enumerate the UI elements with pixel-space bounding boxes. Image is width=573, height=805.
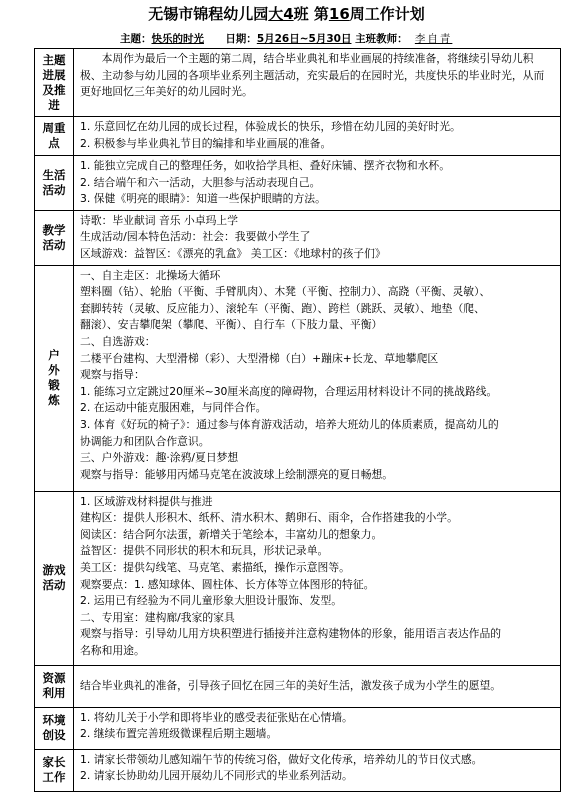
content-outdoor-exercise — [74, 265, 561, 491]
teaching-line: 诗歌：毕业献词 音乐 小卓玛上学 — [80, 213, 239, 227]
row-weekly-focus — [35, 117, 561, 156]
content-weekly-focus — [74, 117, 561, 156]
games-line: 美工区：提供勾线笔、马克笔、素描纸，操作示意图等。 — [80, 560, 350, 574]
label-theme-progress: 主题 进展 及推 进 — [35, 49, 74, 117]
label-game-activities: 游戏 活动 — [35, 491, 74, 665]
outdoor-line: 二、自选游戏： — [80, 334, 156, 348]
date-label: 日期： — [225, 33, 257, 45]
content-theme-progress — [74, 49, 561, 117]
row-theme-progress — [35, 49, 561, 117]
content-teaching-activities — [74, 210, 561, 265]
content-game-activities — [74, 491, 561, 665]
label-life-activities: 生活 活动 — [35, 156, 74, 211]
label-outdoor-exercise: 户 外 锻 炼 — [35, 265, 74, 491]
title-middle: 班 第 — [293, 5, 329, 23]
row-resource-use — [35, 665, 561, 707]
outdoor-line: 三、户外游戏：趣·涂鸦/夏日梦想 — [80, 451, 239, 465]
outdoor-line: 塑料圈（钻）、轮胎（平衡、手臂肌肉）、木凳（平衡、控制力）、高跷（平衡、灵敏）、 — [80, 285, 491, 299]
theme-label: 主题： — [120, 33, 152, 45]
outdoor-line: 套脚转转（灵敏、反应能力）、滚轮车（平衡、跑）、跨栏（跳跃、灵敏）、地垫（爬、 — [80, 301, 485, 315]
games-line: 益智区：提供不同形状的积木和玩具，形状记录单。 — [80, 544, 329, 558]
row-environment — [35, 707, 561, 749]
teacher-signature: 李自青 — [414, 33, 453, 45]
label-environment: 环境 创设 — [35, 707, 74, 749]
life-line: 1. 能独立完成自己的整理任务，如收拾学具柜、叠好床铺、摆齐衣物和水杯。 — [80, 159, 451, 172]
theme-progress-text: 本周作为最后一个主题的第二周，结合毕业典礼和毕业画展的持续准备，将继续引导幼儿积极、主动参与幼儿园的各项毕业系列主题活动，充实最后的在园时光，共度快乐的毕业时光，从而更好地回忆三年美好的幼儿园时光。 — [80, 52, 545, 99]
outdoor-line: 观察与指导：能够用丙烯马克笔在波波球上绘制漂亮的夏日畅想。 — [80, 467, 394, 481]
class-name: 大4 — [268, 5, 294, 23]
life-line: 2. 结合端午和六一活动，大胆参与活动表现自己。 — [80, 175, 321, 189]
games-line: 1. 区域游戏材料提供与推进 — [80, 494, 213, 508]
outdoor-line: 协调能力和团队合作意识。 — [80, 434, 210, 448]
outdoor-line: 3. 体育《好玩的椅子》：通过参与体育游戏活动，培养大班幼儿的体质素质，提高幼儿的 — [80, 417, 499, 431]
outdoor-line: 二楼平台建构、大型滑梯（彩）、大型滑梯（白）+蹦床+长龙、草地攀爬区 — [80, 351, 439, 365]
row-outdoor-exercise — [35, 265, 561, 491]
parents-line: 1. 请家长带领幼儿感知端午节的传统习俗，做好文化传承，培养幼儿的节日仪式感。 — [80, 752, 483, 766]
row-life-activities — [35, 156, 561, 211]
teaching-line: 生成活动/园本特色活动：社会：我要做小学生了 — [80, 230, 311, 244]
outdoor-line: 翻滚）、安吉攀爬架（攀爬、平衡）、自行车（下肢力量、平衡） — [80, 318, 383, 332]
content-parent-work — [74, 749, 561, 791]
page-title — [0, 3, 573, 25]
games-line: 观察与指导：引导幼儿用方块积塑进行插接并注意构建物体的形象，能用语言表达作品的 — [80, 627, 502, 641]
content-resource-use — [74, 665, 561, 707]
date-range: 5月26日~5月30日 — [256, 33, 352, 45]
content-life-activities — [74, 156, 561, 211]
title-suffix: 周工作计划 — [349, 5, 425, 23]
outdoor-line: 一、自主走区：北操场大循环 — [80, 268, 221, 282]
life-line: 3. 保健《明亮的眼睛》：知道一些保护眼睛的方法。 — [80, 192, 326, 206]
environment-line: 1. 将幼儿关于小学和即将毕业的感受表征张贴在心情墙。 — [80, 710, 353, 724]
label-teaching-activities: 教学 活动 — [35, 210, 74, 265]
row-parent-work — [35, 749, 561, 791]
label-weekly-focus: 周重 点 — [35, 117, 74, 156]
teacher-label: 主班教师： — [355, 33, 408, 45]
parents-line: 2. 请家长协助幼儿园开展幼儿不同形式的毕业系列活动。 — [80, 769, 353, 783]
content-environment — [74, 707, 561, 749]
title-prefix: 无锡市锦程幼儿园 — [148, 5, 269, 23]
plan-table — [34, 48, 561, 792]
games-line: 2. 运用已有经验为不同儿童形象大胆设计服饰、发型。 — [80, 594, 343, 608]
label-resource-use: 资源 利用 — [35, 665, 74, 707]
games-line: 建构区：提供人形积木、纸杯、清水积木、鹅卵石、雨伞，合作搭建我的小学。 — [80, 511, 458, 525]
week-number: 16 — [328, 5, 350, 23]
resources-text: 结合毕业典礼的准备，引导孩子回忆在园三年的美好生活，激发孩子成为小学生的愿望。 — [80, 678, 502, 692]
label-parent-work: 家长 工作 — [35, 749, 74, 791]
focus-line: 2. 积极参与毕业典礼节目的编排和毕业画展的准备。 — [80, 136, 332, 150]
focus-line: 1. 乐意回忆在幼儿园的成长过程，体验成长的快乐，珍惜在幼儿园的美好时光。 — [80, 120, 461, 133]
teaching-line: 区域游戏：益智区：《漂亮的乳盒》 美工区：《地球村的孩子们》 — [80, 246, 386, 260]
outdoor-line: 2. 在运动中能克服困难，与同伴合作。 — [80, 401, 267, 415]
outdoor-line: 1. 能练习立定跳过20厘米~30厘米高度的障碍物，合理运用材料设计不同的挑战路线。 — [80, 384, 498, 398]
row-teaching-activities — [35, 210, 561, 265]
games-line: 二、专用室：建构廊/我家的家具 — [80, 610, 235, 624]
games-line: 名称和用途。 — [80, 643, 145, 657]
theme-value: 快乐的时光 — [151, 33, 204, 45]
outdoor-line: 观察与指导： — [80, 368, 145, 382]
row-game-activities — [35, 491, 561, 665]
plan-meta — [120, 32, 460, 46]
environment-line: 2. 继续布置完善班级微课程后期主题墙。 — [80, 727, 278, 741]
games-line: 阅读区：结合阿尔法蛋，新增关于笔绘本，丰富幼儿的想象力。 — [80, 527, 383, 541]
games-line: 观察要点：1. 感知球体、圆柱体、长方体等立体图形的特征。 — [80, 577, 375, 591]
